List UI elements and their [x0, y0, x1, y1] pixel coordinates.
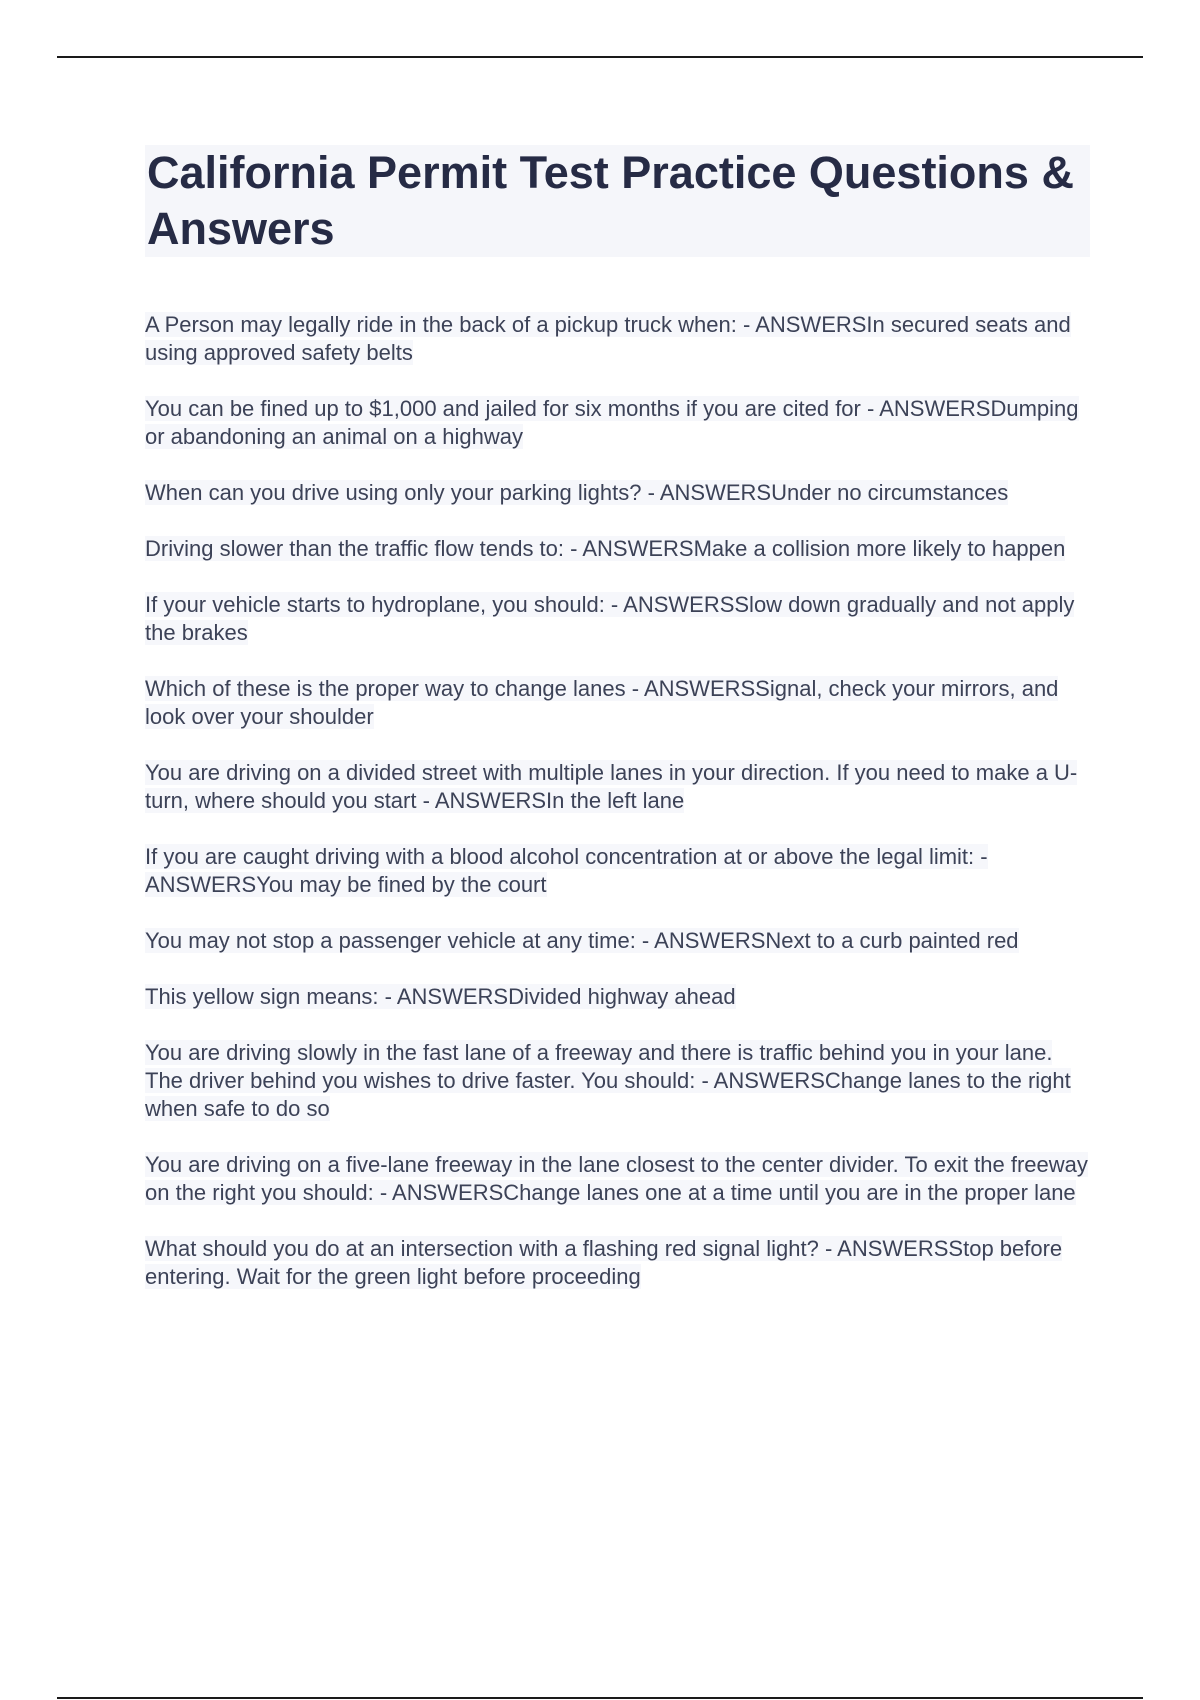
- qa-text: If you are caught driving with a blood alcohol concentration at or above the legal limit: - ANSWERSYou may be fined by the court: [145, 844, 988, 897]
- qa-text: What should you do at an intersection with a flashing red signal light? - ANSWERSStop before entering. Wait for the green light before proceeding: [145, 1236, 1063, 1289]
- qa-item: [145, 591, 1095, 647]
- qa-text: You can be fined up to $1,000 and jailed for six months if you are cited for - ANSWERSDumping or abandoning an animal on a highway: [145, 396, 1079, 449]
- qa-item: [145, 1039, 1095, 1123]
- qa-text: A Person may legally ride in the back of a pickup truck when: - ANSWERSIn secured seats and using approved safety belts: [145, 312, 1071, 365]
- qa-item: [145, 479, 1095, 507]
- qa-item: [145, 759, 1095, 815]
- qa-text: When can you drive using only your parking lights? - ANSWERSUnder no circumstances: [145, 480, 1009, 505]
- qa-text: You are driving on a five-lane freeway in the lane closest to the center divider. To exit the freeway on the right you should: - ANSWERSChange lanes one at a time until you are in the proper lane: [145, 1152, 1088, 1205]
- qa-text: You are driving slowly in the fast lane of a freeway and there is traffic behind you in your lane. The driver behind you wishes to drive faster. You should: - ANSWERSChange lanes to the right when safe to do so: [145, 1040, 1071, 1121]
- bottom-rule: [57, 1697, 1143, 1699]
- qa-item: [145, 983, 1095, 1011]
- qa-text: You may not stop a passenger vehicle at any time: - ANSWERSNext to a curb painted red: [145, 928, 1019, 953]
- qa-item: [145, 675, 1095, 731]
- top-rule: [57, 56, 1143, 58]
- qa-item: [145, 311, 1095, 367]
- qa-text: Which of these is the proper way to change lanes - ANSWERSSignal, check your mirrors, and look over your shoulder: [145, 676, 1059, 729]
- qa-text: Driving slower than the traffic flow tends to: - ANSWERSMake a collision more likely to happen: [145, 536, 1066, 561]
- qa-item: [145, 535, 1095, 563]
- qa-item: [145, 927, 1095, 955]
- title-banner: [145, 145, 1090, 257]
- qa-text: If your vehicle starts to hydroplane, you should: - ANSWERSSlow down gradually and not apply the brakes: [145, 592, 1075, 645]
- page-title: California Permit Test Practice Questions & Answers: [147, 147, 1074, 254]
- qa-list: [145, 311, 1095, 1319]
- qa-text: You are driving on a divided street with multiple lanes in your direction. If you need to make a U-turn, where should you start - ANSWERSIn the left lane: [145, 760, 1078, 813]
- qa-item: [145, 1235, 1095, 1291]
- qa-item: [145, 843, 1095, 899]
- qa-item: [145, 1151, 1095, 1207]
- qa-text: This yellow sign means: - ANSWERSDivided highway ahead: [145, 984, 736, 1009]
- qa-item: [145, 395, 1095, 451]
